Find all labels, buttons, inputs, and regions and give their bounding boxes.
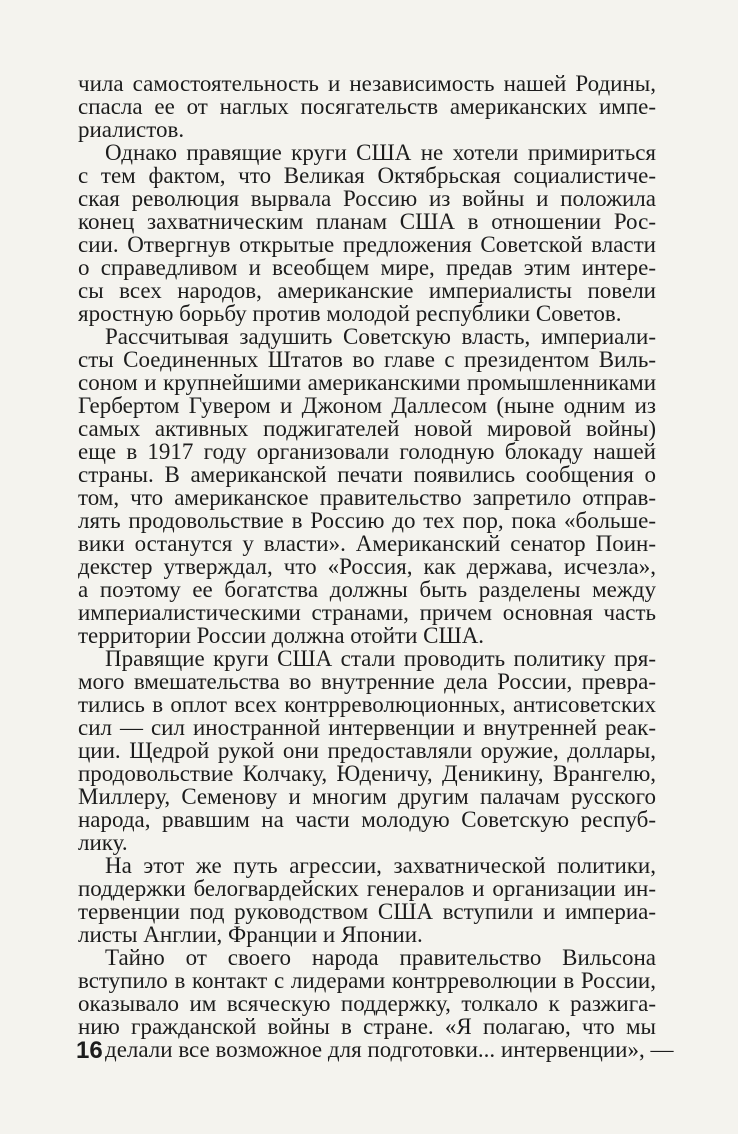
text-line: о справедливом и всеобщем мире, предав этим интере-: [78, 255, 656, 280]
text-line: вступило в контакт с лидерами контрреволюции в России,: [78, 968, 656, 993]
text-line: декстер утверждал, что «Россия, как держава, исчезла»,: [78, 554, 656, 579]
text-line: лять продовольствие в Россию до тех пор, пока «больше-: [78, 508, 656, 533]
text-line: территории России должна отойти США.: [78, 623, 485, 648]
text-line: сты Соединенных Штатов во главе с президентом Виль-: [78, 347, 656, 372]
text-line: спасла ее от наглых посягательств американских импе-: [78, 94, 656, 119]
text-line: мого вмешательства во внутренние дела России, превра-: [78, 669, 656, 694]
text-line: Миллеру, Семенову и многим другим палачам русского: [78, 784, 656, 809]
text-line: яростную борьбу против молодой республики Советов.: [78, 301, 622, 326]
text-line: народа, рвавшим на части молодую Советскую респуб-: [78, 807, 656, 832]
text-line: риалистов.: [78, 117, 185, 142]
text-line: ции. Щедрой рукой они предоставляли оружие, доллары,: [78, 738, 656, 763]
text-line: империалистическими странами, причем основная часть: [78, 600, 656, 625]
text-line: а поэтому ее богатства должны быть разделены между: [78, 577, 656, 602]
text-line: тились в оплот всех контрреволюционных, антисоветских: [78, 692, 656, 717]
text-line: конец захватническим планам США в отношении Рос-: [78, 209, 656, 234]
text-line: Правящие круги США стали проводить политику пря-: [105, 646, 656, 671]
text-line: еще в 1917 году организовали голодную блокаду нашей: [78, 439, 656, 464]
text-line: нию гражданской войны в стране. «Я полагаю, что мы: [78, 1014, 656, 1039]
text-line: страны. В американской печати появились сообщения о: [78, 462, 656, 487]
page-number: 16: [76, 1037, 103, 1064]
text-line: ская революция вырвала Россию из войны и положила: [78, 186, 656, 211]
text-line: Однако правящие круги США не хотели примириться: [105, 140, 656, 165]
text-line: тервенции под руководством США вступили и империа-: [78, 899, 656, 924]
text-line: сии. Отвергнув открытые предложения Советской власти: [78, 232, 656, 257]
text-line: с тем фактом, что Великая Октябрьская социалистиче-: [78, 163, 656, 188]
text-line: чила самостоятельность и независимость нашей Родины,: [78, 71, 656, 96]
text-line: Гербертом Гувером и Джоном Даллесом (ныне одним из: [78, 393, 656, 418]
text-line: том, что американское правительство запретило отправ-: [78, 485, 656, 510]
text-line: На этот же путь агрессии, захватнической политики,: [105, 853, 656, 878]
text-line: самых активных поджигателей новой мировой войны): [78, 416, 656, 441]
text-line: сы всех народов, американские империалисты повели: [78, 278, 656, 303]
text-line: сил — сил иностранной интервенции и внутренней реак-: [78, 715, 656, 740]
text-line: Тайно от своего народа правительство Вильсона: [105, 945, 656, 970]
text-line: Рассчитывая задушить Советскую власть, империали-: [105, 324, 656, 349]
text-line: продовольствие Колчаку, Юденичу, Деникину, Врангелю,: [78, 761, 656, 786]
text-line: оказывало им всяческую поддержку, толкало к разжига-: [78, 991, 656, 1016]
text-line: листы Англии, Франции и Японии.: [78, 922, 423, 947]
text-line: лику.: [78, 830, 128, 855]
text-line: соном и крупнейшими американскими промышленниками: [78, 370, 656, 395]
text-line: делали все возможное для подготовки... интервенции», —: [105, 1037, 674, 1062]
text-line: поддержки белогвардейских генералов и организации ин-: [78, 876, 656, 901]
text-line: вики останутся у власти». Американский сенатор Поин-: [78, 531, 656, 556]
